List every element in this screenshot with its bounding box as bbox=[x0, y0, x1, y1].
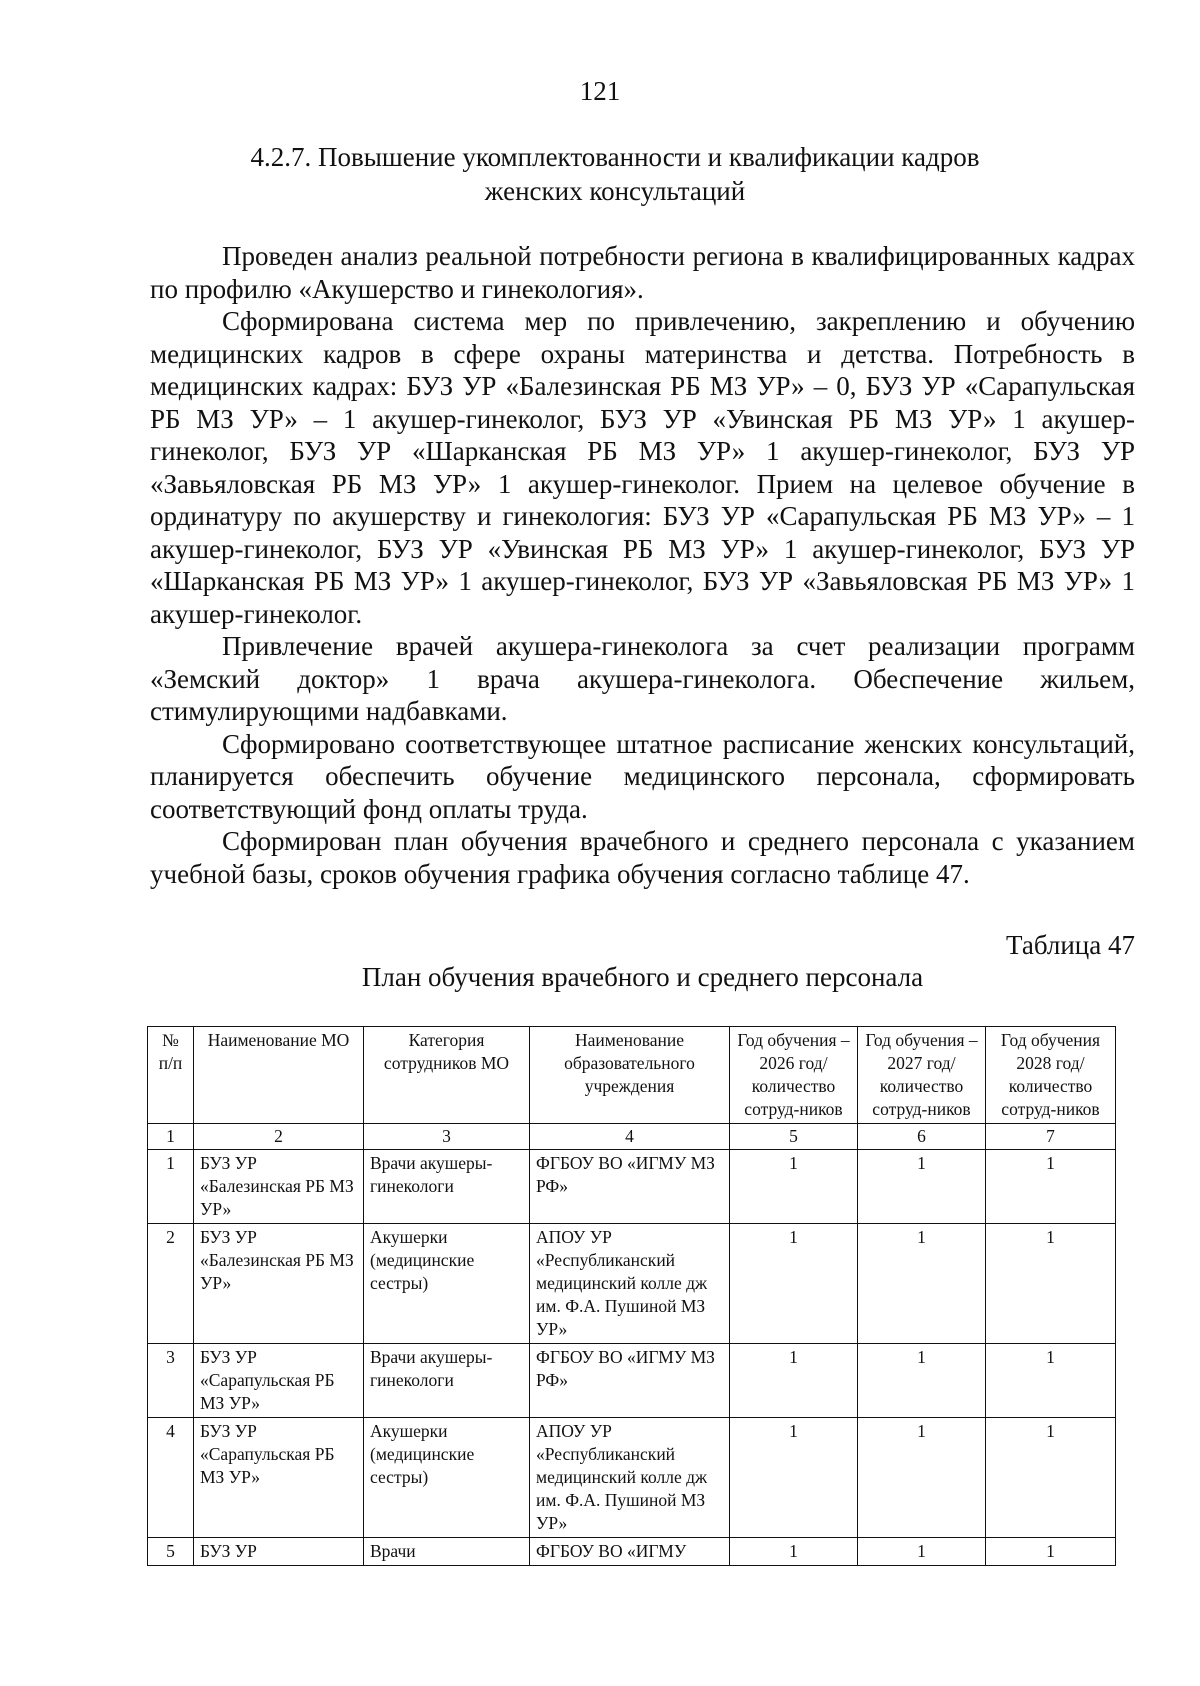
count-2026: 1 bbox=[730, 1418, 858, 1538]
column-number: 1 bbox=[148, 1124, 194, 1150]
column-number: 2 bbox=[194, 1124, 364, 1150]
count-2027: 1 bbox=[858, 1224, 986, 1344]
institution-name: ФГБОУ ВО «ИГМУ bbox=[530, 1538, 730, 1566]
body-text bbox=[150, 240, 1135, 890]
row-number: 4 bbox=[148, 1418, 194, 1538]
count-2027: 1 bbox=[858, 1150, 986, 1224]
row-number: 3 bbox=[148, 1344, 194, 1418]
column-number: 3 bbox=[364, 1124, 530, 1150]
count-2028: 1 bbox=[986, 1224, 1116, 1344]
section-heading-line-2: женских консультаций bbox=[484, 176, 746, 206]
row-number: 2 bbox=[148, 1224, 194, 1344]
table-title: План обучения врачебного и среднего персонала bbox=[361, 962, 924, 992]
count-2028: 1 bbox=[986, 1418, 1116, 1538]
staff-category: Акушерки (медицинские сестры) bbox=[364, 1418, 530, 1538]
mo-name: БУЗ УР «Сарапульская РБ МЗ УР» bbox=[194, 1418, 364, 1538]
count-2026: 1 bbox=[730, 1224, 858, 1344]
row-number: 1 bbox=[148, 1150, 194, 1224]
count-2026: 1 bbox=[730, 1150, 858, 1224]
column-number: 7 bbox=[986, 1124, 1116, 1150]
count-2026: 1 bbox=[730, 1344, 858, 1418]
mo-name: БУЗ УР «Балезинская РБ МЗ УР» bbox=[194, 1150, 364, 1224]
table-row bbox=[148, 1418, 1116, 1538]
paragraph: Сформировано соответствующее штатное расписание женских консультаций, планируется обеспечить обучение медицинского персонала, сформировать соответствующий фонд оплаты труда. bbox=[150, 728, 1135, 824]
staff-category: Врачи акушеры-гинекологи bbox=[364, 1344, 530, 1418]
staff-category: Врачи bbox=[364, 1538, 530, 1566]
mo-name: БУЗ УР «Сарапульская РБ МЗ УР» bbox=[194, 1344, 364, 1418]
mo-name: БУЗ УР bbox=[194, 1538, 364, 1566]
count-2027: 1 bbox=[858, 1538, 986, 1566]
staff-category: Акушерки (медицинские сестры) bbox=[364, 1224, 530, 1344]
header-cell: № п/п bbox=[148, 1027, 194, 1124]
row-number: 5 bbox=[148, 1538, 194, 1566]
count-2028: 1 bbox=[986, 1344, 1116, 1418]
table-row bbox=[148, 1538, 1116, 1566]
institution-name: ФГБОУ ВО «ИГМУ МЗ РФ» bbox=[530, 1344, 730, 1418]
header-cell: Год обучения – 2027 год/ количество сотруд-ников bbox=[858, 1027, 986, 1124]
paragraph: Привлечение врачей акушера-гинеколога за счет реализации программ «Земский доктор» 1 врача акушера-гинеколога. Обеспечение жильем, стимулирующими надбавками. bbox=[150, 631, 1135, 726]
mo-name: БУЗ УР «Балезинская РБ МЗ УР» bbox=[194, 1224, 364, 1344]
table-row bbox=[148, 1150, 1116, 1224]
count-2028: 1 bbox=[986, 1538, 1116, 1566]
table-row bbox=[148, 1344, 1116, 1418]
table-caption: Таблица 47 bbox=[1006, 930, 1135, 960]
institution-name: АПОУ УР «Республиканский медицинский колле дж им. Ф.А. Пушиной МЗ УР» bbox=[530, 1418, 730, 1538]
header-cell: Наименование образовательного учреждения bbox=[530, 1027, 730, 1124]
header-cell: Год обучения – 2026 год/ количество сотруд-ников bbox=[730, 1027, 858, 1124]
training-plan-table bbox=[147, 1026, 1116, 1566]
table-header-row bbox=[148, 1027, 1116, 1124]
column-number: 6 bbox=[858, 1124, 986, 1150]
institution-name: АПОУ УР «Республиканский медицинский колле дж им. Ф.А. Пушиной МЗ УР» bbox=[530, 1224, 730, 1344]
paragraph: Сформирован план обучения врачебного и среднего персонала с указанием учебной базы, сроков обучения графика обучения согласно таблице 47. bbox=[150, 826, 1135, 889]
section-heading-line-1: 4.2.7. Повышение укомплектованности и квалификации кадров bbox=[250, 142, 980, 172]
header-cell: Год обучения 2028 год/ количество сотруд-ников bbox=[986, 1027, 1116, 1124]
column-number-row bbox=[148, 1124, 1116, 1150]
count-2027: 1 bbox=[858, 1418, 986, 1538]
institution-name: ФГБОУ ВО «ИГМУ МЗ РФ» bbox=[530, 1150, 730, 1224]
staff-category: Врачи акушеры-гинекологи bbox=[364, 1150, 530, 1224]
section-heading bbox=[150, 140, 1080, 208]
count-2028: 1 bbox=[986, 1150, 1116, 1224]
header-cell: Наименование МО bbox=[194, 1027, 364, 1124]
column-number: 5 bbox=[730, 1124, 858, 1150]
paragraph: Проведен анализ реальной потребности региона в квалифицированных кадрах по профилю «Акушерство и гинекология». bbox=[150, 241, 1135, 304]
column-number: 4 bbox=[530, 1124, 730, 1150]
count-2026: 1 bbox=[730, 1538, 858, 1566]
paragraph: Сформирована система мер по привлечению, закреплению и обучению медицинских кадров в сфере охраны материнства и детства. Потребность в медицинских кадрах: БУЗ УР «Балезинская РБ МЗ УР» – 0, БУЗ УР «Сарапульская РБ МЗ УР» – 1 акушер-гинеколог, БУЗ УР «Увинская РБ МЗ УР» 1 акушер-гинеколог, БУЗ УР «Шарканская РБ МЗ УР» 1 акушер-гинеколог, БУЗ УР «Завьяловская РБ МЗ УР» 1 акушер-гинеколог. Прием на целевое обучение в ординатуру по акушерству и гинекология: БУЗ УР «Сарапульская РБ МЗ УР» – 1 акушер-гинеколог, БУЗ УР «Увинская РБ МЗ УР» 1 акушер-гинеколог, БУЗ УР «Шарканская РБ МЗ УР» 1 акушер-гинеколог, БУЗ УР «Завьяловская РБ МЗ УР» 1 акушер-гинеколог. bbox=[150, 306, 1135, 629]
page-number: 121 bbox=[579, 76, 621, 106]
header-cell: Категория сотрудников МО bbox=[364, 1027, 530, 1124]
table-row bbox=[148, 1224, 1116, 1344]
count-2027: 1 bbox=[858, 1344, 986, 1418]
